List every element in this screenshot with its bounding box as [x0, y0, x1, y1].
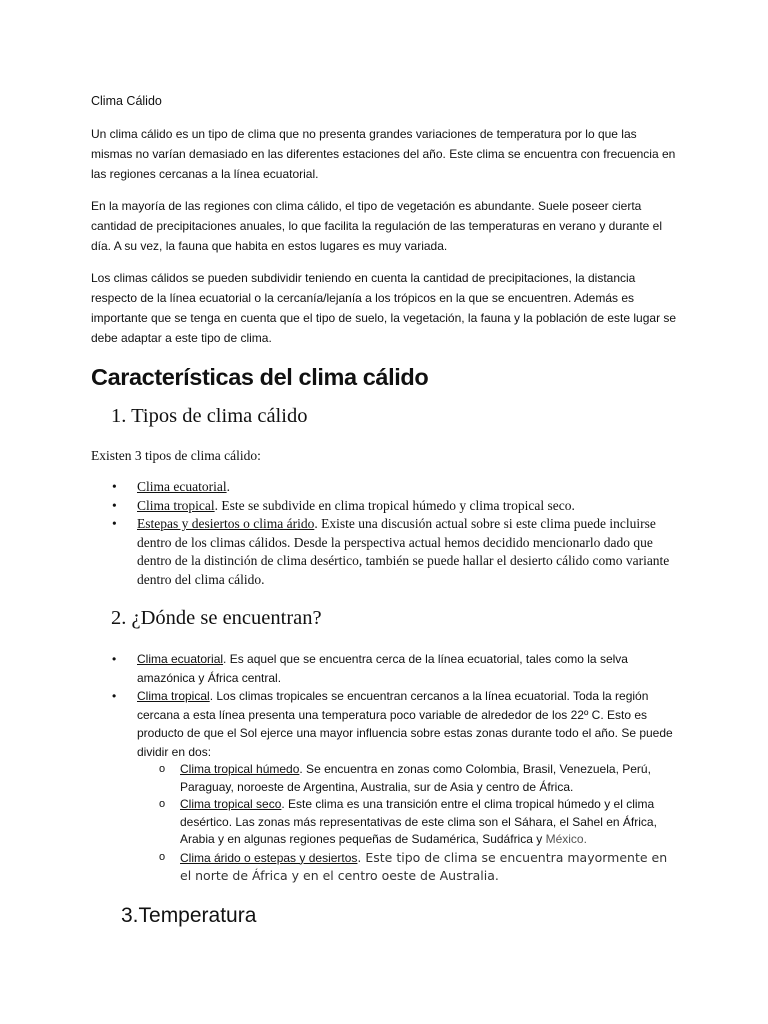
list-item	[91, 687, 681, 886]
link-term[interactable]: Clima tropical	[137, 497, 215, 513]
document-title: Clima Cálido	[91, 94, 162, 108]
list-item	[91, 650, 681, 687]
circle-bullet-icon: o	[159, 850, 166, 863]
list-item	[91, 515, 681, 589]
bullet-icon: •	[112, 497, 117, 513]
section-heading: Características del clima cálido	[91, 364, 429, 390]
intro-paragraph-3: Los climas cálidos se pueden subdividir teniendo en cuenta la cantidad de precipitaciones, la distancia respecto de la línea ecuatorial o la cercanía/lejanía a los trópicos en la que se encuentren. Además es importante que se tenga en cuenta que el tipo de suelo, la vegetación, la fauna y la población de este lugar se debe adaptar a este tipo de clima.	[91, 271, 677, 345]
list-item	[91, 478, 681, 497]
link-term[interactable]: Clima ecuatorial	[137, 479, 227, 494]
link-term[interactable]: Clima tropical	[137, 689, 210, 703]
item-text: . Existe una discusión actual sobre si este clima puede incluirse dentro de los climas cálidos. Desde la perspectiva actual hemos decidido mencionarlo dado que dentro de la distinción de clima desértico, también se puede hallar el desierto cálido como variante dentro del clima cálido.	[137, 516, 670, 587]
item-text: .	[226, 479, 230, 494]
circle-bullet-icon: o	[159, 763, 166, 775]
link-term[interactable]: Estepas y desiertos o clima árido	[137, 516, 315, 531]
bullet-icon: •	[112, 516, 117, 531]
subsection-1-heading: 1. Tipos de clima cálido	[111, 405, 308, 427]
sub-list-item	[137, 849, 681, 886]
item-text: . Este tipo de clima se encuentra mayormente en el norte de África y en el centro oeste de Australia.	[180, 849, 668, 883]
document-content	[91, 84, 681, 928]
item-text: . Este clima es una transición entre el clima tropical húmedo y el clima desértico. Las zonas más representativas de este clima son el Sáhara, el Sahel en África, Arabia y en algunas regiones pequeñas de Sudamérica, Sudáfrica y	[180, 797, 657, 846]
subsection-2-heading: 2. ¿Dónde se encuentran?	[111, 607, 322, 629]
bullet-icon: •	[112, 479, 117, 494]
item-text: . Los climas tropicales se encuentran cercanos a la línea ecuatorial. Toda la región cercana a esta línea presenta una temperatura poco variable de alrededor de los 22º C. Esto es producto de que el Sol ejerce una mayor influencia sobre estas zonas durante todo el año. Se puede dividir en dos:	[137, 689, 673, 759]
link-term[interactable]: Clima ecuatorial	[137, 652, 224, 666]
subsection-3-heading: 3.Temperatura	[121, 903, 257, 927]
bullet-icon: •	[112, 652, 117, 666]
sub-list-item	[137, 796, 681, 849]
sub-list-item	[137, 761, 681, 796]
link-term[interactable]: Clima árido o estepas y desiertos	[180, 850, 358, 865]
item-text: . Es aquel que se encuentra cerca de la línea ecuatorial, tales como la selva amazónica y África central.	[137, 652, 628, 685]
circle-bullet-icon: o	[159, 798, 166, 810]
intro-paragraph-1: Un clima cálido es un tipo de clima que no presenta grandes variaciones de temperatura por lo que las mismas no varían demasiado en las diferentes estaciones del año. Este clima se encuentra con frecuencia en las regiones cercanas a la línea ecuatorial.	[91, 127, 676, 181]
list-item	[91, 497, 681, 516]
link-term[interactable]: Clima tropical húmedo	[180, 762, 300, 776]
intro-paragraph-2: En la mayoría de las regiones con clima cálido, el tipo de vegetación es abundante. Suele poseer cierta cantidad de precipitaciones anuales, lo que facilita la regulación de las temperaturas en verano y durante el día. A su vez, la fauna que habita en estos lugares es muy variada.	[91, 199, 663, 253]
locations-list	[91, 650, 681, 886]
tropical-sublist	[137, 761, 681, 886]
item-text-tail: México.	[545, 832, 587, 846]
item-text: . Se encuentra en zonas como Colombia, Brasil, Venezuela, Perú, Paraguay, noroeste de Argentina, Australia, sur de Asia y centro de África.	[180, 762, 651, 794]
subsection-1-intro: Existen 3 tipos de clima cálido:	[91, 448, 261, 463]
climate-types-list	[91, 478, 681, 589]
item-text: . Este se subdivide en clima tropical húmedo y clima tropical seco.	[214, 497, 575, 513]
bullet-icon: •	[112, 689, 117, 703]
link-term[interactable]: Clima tropical seco	[180, 797, 282, 811]
